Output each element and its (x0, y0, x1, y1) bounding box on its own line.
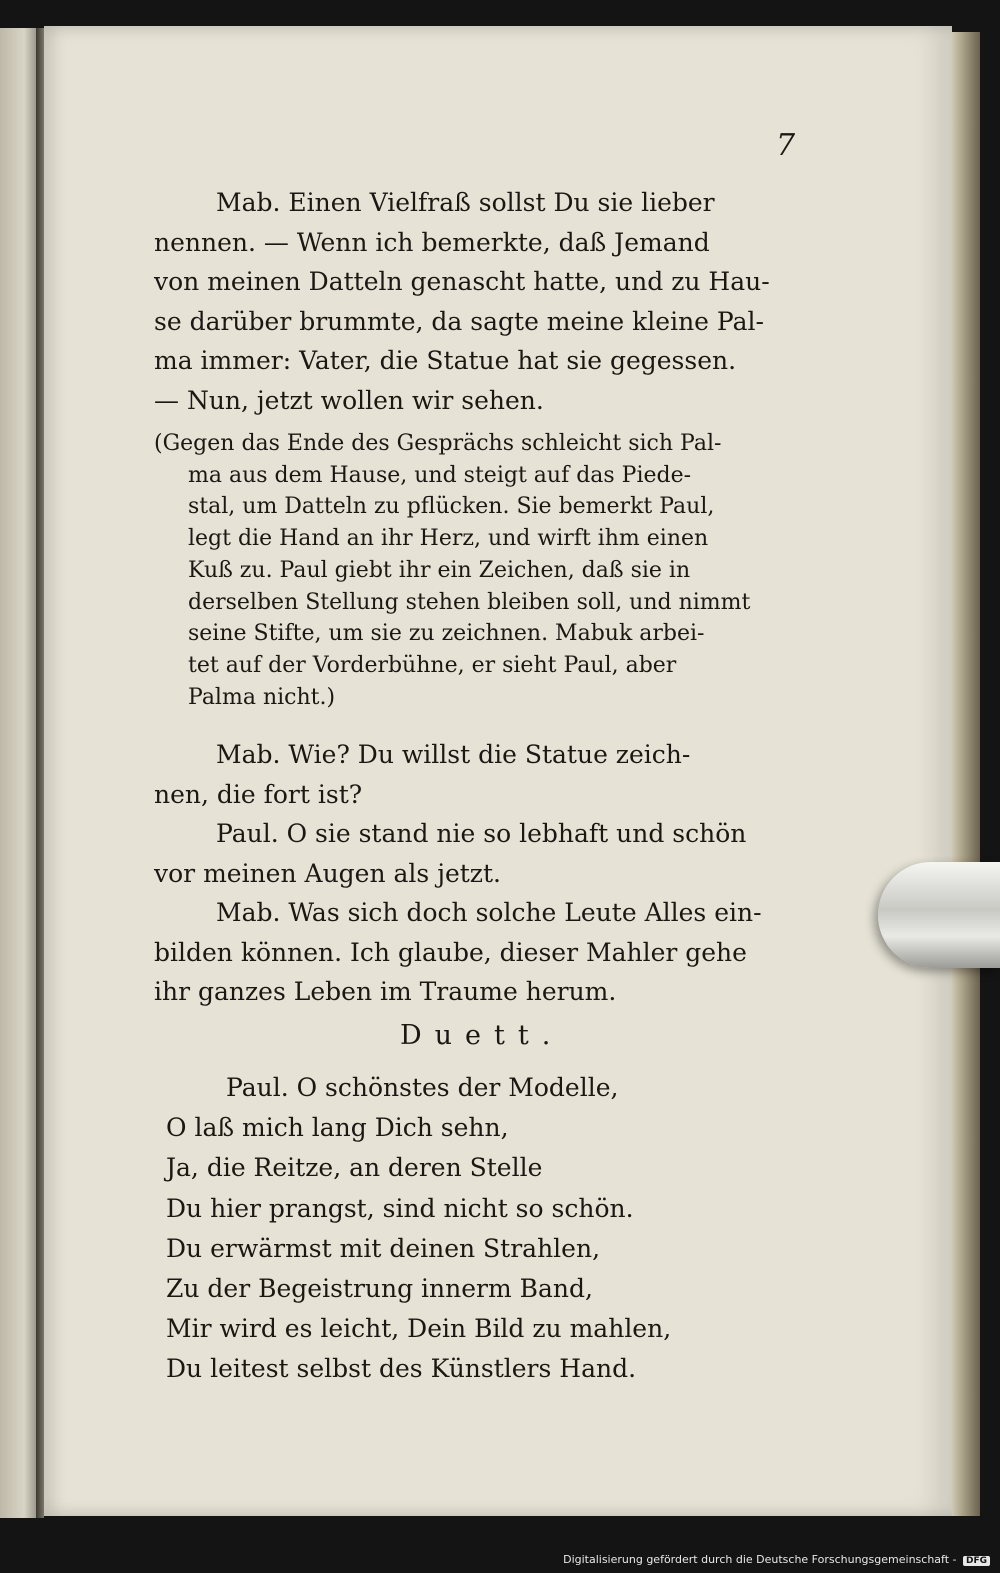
page-number: 7 (776, 128, 796, 163)
paragraph-mab-2 (154, 735, 809, 814)
text-line: nennen. — Wenn ich bemerkte, daß Jemand (154, 227, 710, 257)
paragraph-mab-1 (154, 183, 809, 420)
facing-page-edge (0, 28, 40, 1518)
page-clip (878, 862, 1000, 968)
paragraph-mab-3 (154, 893, 809, 1012)
verse-line: Zu der Begeistrung innerm Band, (166, 1274, 593, 1304)
text-line: nen, die fort ist? (154, 779, 363, 809)
text-line: legt die Hand an ihr Herz, und wirft ihm einen (188, 526, 709, 552)
text-line: Mab. Was sich doch solche Leute Alles ein- (216, 898, 762, 927)
text-line: bilden können. Ich glaube, dieser Mahler gehe (154, 937, 747, 967)
text-line: ma immer: Vater, die Statue hat sie gegessen. (154, 346, 737, 375)
text-line: (Gegen das Ende des Gesprächs schleicht sich Pal- (154, 431, 722, 456)
paragraph-paul-1 (154, 814, 809, 893)
text-line: Paul. O sie stand nie so lebhaft und schön (216, 819, 747, 848)
verse-block (166, 1068, 671, 1390)
stage-direction (154, 428, 809, 713)
book-gutter (36, 28, 44, 1518)
text-line: vor meinen Augen als jetzt. (154, 858, 501, 888)
text-line: se darüber brummte, da sagte meine kleine Pal- (154, 306, 764, 336)
text-line: ma aus dem Hause, und steigt auf das Piede- (188, 462, 692, 488)
page-stack-edge (952, 32, 980, 1516)
verse-line: O laß mich lang Dich sehn, (166, 1113, 509, 1143)
credit-text: Digitalisierung gefördert durch die Deutsche Forschungsgemeinschaft - (563, 1553, 957, 1566)
text-line: tet auf der Vorderbühne, er sieht Paul, aber (188, 652, 677, 678)
text-line: seine Stifte, um sie zu zeichnen. Mabuk arbei- (188, 621, 705, 647)
text-line: — Nun, jetzt wollen wir sehen. (154, 385, 544, 415)
text-line: von meinen Datteln genascht hatte, und zu Hau- (154, 267, 770, 296)
text-line: ihr ganzes Leben im Traume herum. (154, 977, 617, 1006)
verse-line: Du hier prangst, sind nicht so schön. (166, 1193, 634, 1223)
digitization-credit (563, 1553, 990, 1566)
verse-line: Du leitest selbst des Künstlers Hand. (166, 1354, 637, 1384)
verse-line: Du erwärmst mit deinen Strahlen, (166, 1233, 601, 1263)
section-heading: Duett. (400, 1020, 564, 1051)
dfg-logo: DFG (963, 1556, 990, 1566)
text-line: Mab. Wie? Du willst die Statue zeich- (216, 740, 691, 769)
verse-line: Paul. O schönstes der Modelle, (226, 1073, 619, 1102)
text-line: Mab. Einen Vielfraß sollst Du sie lieber (216, 188, 715, 217)
text-line: derselben Stellung stehen bleiben soll, und nimmt (188, 589, 751, 615)
verse-line: Ja, die Reitze, an deren Stelle (166, 1153, 543, 1183)
text-line: stal, um Datteln zu pflücken. Sie bemerkt Paul, (188, 494, 715, 520)
text-line: Kuß zu. Paul giebt ihr ein Zeichen, daß sie in (188, 557, 691, 583)
text-line: Palma nicht.) (188, 684, 336, 710)
verse-line: Mir wird es leicht, Dein Bild zu mahlen, (166, 1314, 672, 1344)
